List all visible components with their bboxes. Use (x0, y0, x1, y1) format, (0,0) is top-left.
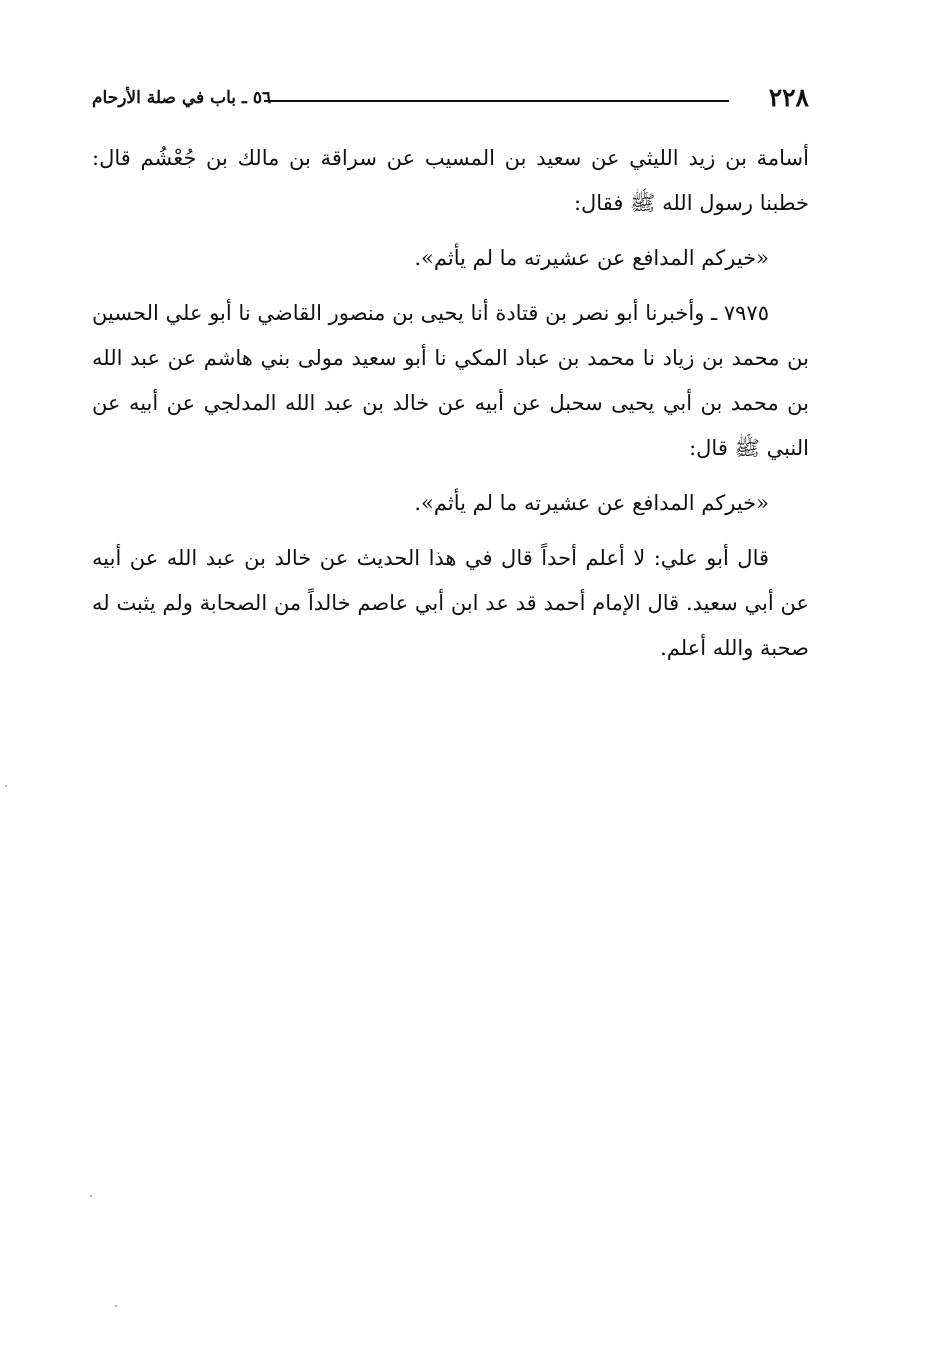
scan-speck (5, 785, 7, 787)
chapter-title: ٥٦ ـ باب في صلة الأرحام (92, 88, 272, 108)
scan-speck (90, 1195, 92, 1197)
paragraph-isnad-continuation: أسامة بن زيد الليثي عن سعيد بن المسيب عن سراقة بن مالك بن جُعْشُم قال: خطبنا رسول الله ﷺ فقال: (92, 146, 809, 215)
header-rule (264, 100, 729, 102)
hadith-quote: «خيركم المدافع عن عشيرته ما لم يأثم». (414, 246, 769, 270)
scan-speck (115, 1305, 117, 1307)
paragraph-hadith-7975: ٧٩٧٥ ـ وأخبرنا أبو نصر بن قتادة أنا يحيى بن منصور القاضي نا أبو علي الحسين بن محمد بن زياد نا محمد بن عباد المكي نا أبو سعيد مولى بني هاشم عن عبد الله بن محمد بن أبي يحيى سحبل عن أبيه عن خالد بن عبد الله المدلجي عن أبيه عن النبي ﷺ قال: (92, 301, 809, 460)
page-number: ٢٢٨ (768, 83, 809, 112)
paragraph-commentary: قال أبو علي: لا أعلم أحداً قال في هذا الحديث عن خالد بن عبد الله عن أبيه عن أبي سعيد. قال الإمام أحمد قد عد ابن أبي عاصم خالداً من الصحابة ولم يثبت له صحبة والله أعلم. (92, 546, 809, 660)
running-header (92, 80, 809, 120)
body-text (92, 136, 809, 671)
hadith-quote: «خيركم المدافع عن عشيرته ما لم يأثم». (414, 491, 769, 515)
